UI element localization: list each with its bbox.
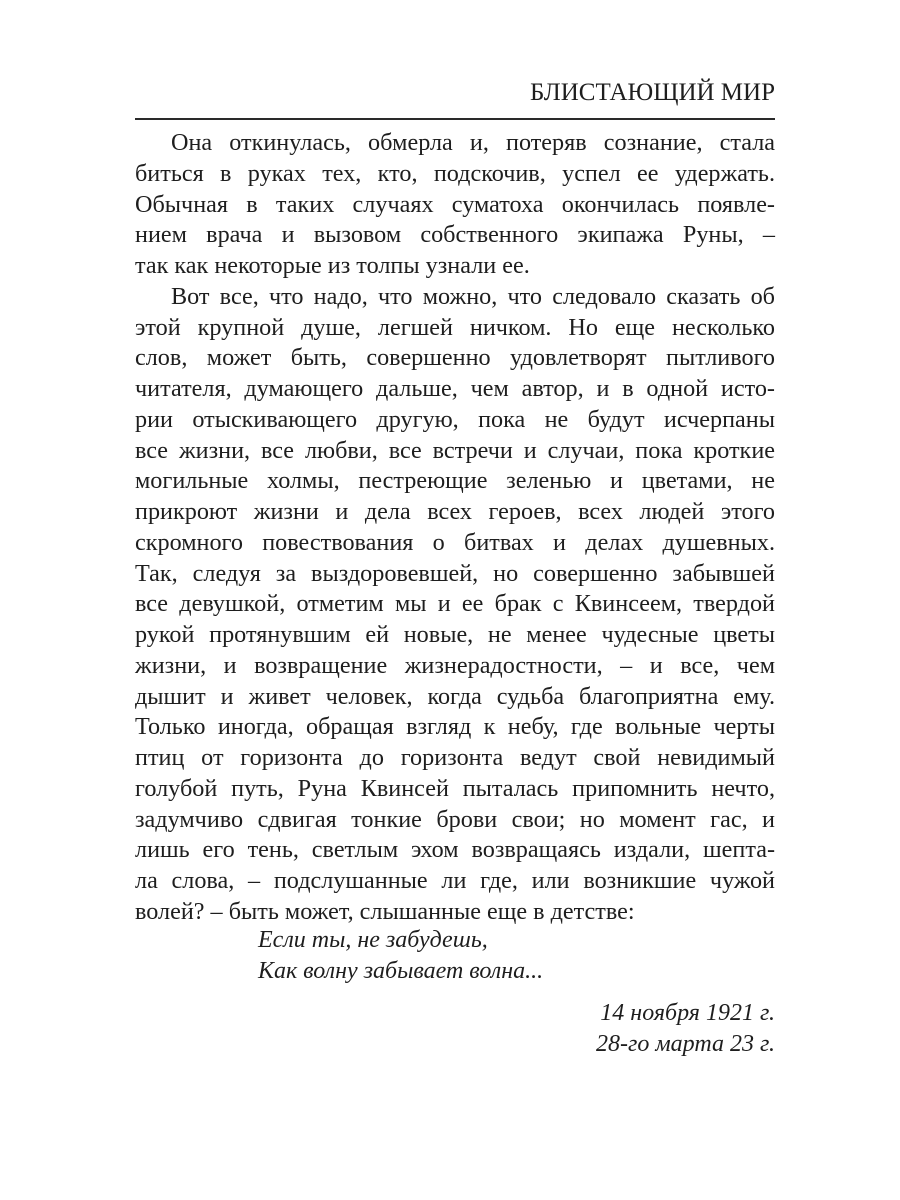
paragraph-2	[135, 282, 775, 928]
verse-epigraph	[258, 925, 543, 987]
text-line: так как некоторые из толпы узнали ее.	[135, 252, 530, 279]
text-line: этой крупной душе, легшей ничком. Но еще несколько	[135, 313, 775, 341]
text-line: птиц от горизонта до горизонта ведут свой невидимый	[135, 744, 775, 771]
date-signature	[596, 998, 775, 1060]
verse-line: Если ты, не забудешь,	[258, 927, 488, 953]
text-line: нием врача и вызовом собственного экипажа Руны, –	[135, 221, 775, 249]
text-line: все жизни, все любви, все встречи и случаи, пока кроткие	[135, 436, 775, 464]
paragraph-1	[135, 128, 775, 282]
text-line: читателя, думающего дальше, чем автор, и в одной исто-	[135, 375, 775, 402]
text-line: Только иногда, обращая взгляд к небу, где вольные черты	[135, 713, 775, 741]
text-line: ла слова, – подслушанные ли где, или возникшие чужой	[135, 867, 775, 894]
date-line: 14 ноября 1921 г.	[600, 1000, 775, 1026]
text-line: рукой протянувшим ей новые, не менее чудесные цветы	[135, 621, 775, 648]
text-line: слов, может быть, совершенно удовлетворят пытливого	[135, 344, 775, 372]
text-line: лишь его тень, светлым эхом возвращаясь издали, шепта-	[135, 836, 775, 864]
text-line: биться в руках тех, кто, подскочив, успел ее удержать.	[135, 159, 775, 187]
text-line: Обычная в таких случаях суматоха окончилась появле-	[135, 190, 775, 218]
header-rule	[135, 118, 775, 120]
text-line: Так, следуя за выздоровевшей, но совершенно забывшей	[135, 559, 775, 587]
body-text	[135, 128, 775, 928]
text-line: могильные холмы, пестреющие зеленью и цветами, не	[135, 467, 775, 495]
text-line: дышит и живет человек, когда судьба благоприятна ему.	[135, 682, 775, 710]
text-line: Она откинулась, обмерла и, потеряв сознание, стала	[171, 129, 775, 156]
text-line: жизни, и возвращение жизнерадостности, – и все, чем	[135, 651, 775, 679]
text-line: голубой путь, Руна Квинсей пыталась припомнить нечто,	[135, 774, 775, 802]
text-line: прикроют жизни и дела всех героев, всех людей этого	[135, 498, 775, 525]
text-line: волей? – быть может, слышанные еще в детстве:	[135, 897, 635, 925]
text-line: задумчиво сдвигая тонкие брови свои; но момент гас, и	[135, 805, 775, 833]
running-head-title: БЛИСТАЮЩИЙ МИР	[530, 79, 775, 106]
date-line: 28-го марта 23 г.	[595, 1031, 775, 1057]
verse-line: Как волну забывает волна...	[258, 958, 544, 984]
text-line: Вот все, что надо, что можно, что следовало сказать об	[171, 282, 775, 310]
text-line: все девушкой, отметим мы и ее брак с Квинсеем, твердой	[135, 590, 775, 618]
text-line: скромного повествования о битвах и делах душевных.	[135, 528, 775, 556]
text-line: рии отыскивающего другую, пока не будут исчерпаны	[135, 405, 775, 433]
